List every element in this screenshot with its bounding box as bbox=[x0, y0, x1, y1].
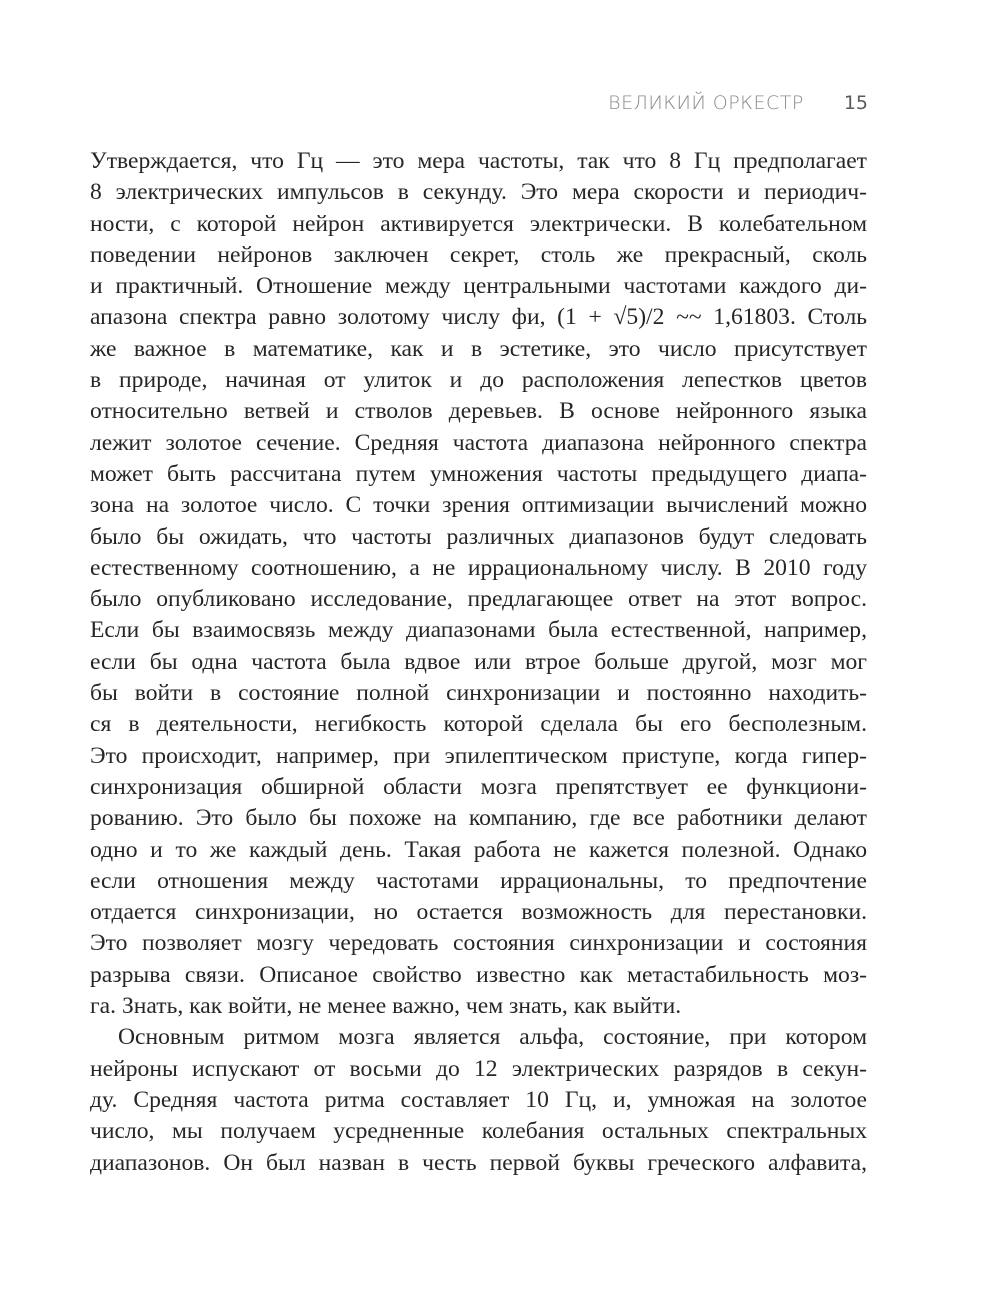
text-line: апазона спектра равно золотому числу фи, (1 + √5)/2 ~~ 1,61803. Столь bbox=[90, 304, 867, 331]
text-line: в природе, начиная от улиток и до расположения лепестков цветов bbox=[90, 367, 867, 394]
text-line: относительно ветвей и стволов деревьев. В основе нейронного языка bbox=[90, 398, 867, 425]
paragraph-2 bbox=[90, 1022, 867, 1178]
text-line: 8 электрических импульсов в секунду. Это мера скорости и периодич- bbox=[90, 179, 867, 206]
text-line: одно и то же каждый день. Такая работа не кажется полезной. Однако bbox=[90, 836, 867, 863]
text-line: ся в деятельности, негибкость которой сделала бы его бесполезным. bbox=[90, 711, 867, 738]
text-line: нейроны испускают от восьми до 12 электрических разрядов в секун- bbox=[90, 1055, 867, 1082]
text-line: может быть рассчитана путем умножения частоты предыдущего диапа- bbox=[90, 460, 867, 487]
text-line: и практичный. Отношение между центральными частотами каждого ди- bbox=[90, 273, 867, 300]
text-line: лежит золотое сечение. Средняя частота диапазона нейронного спектра bbox=[90, 429, 867, 456]
text-line: бы войти в состояние полной синхронизации и постоянно находить- bbox=[90, 680, 867, 707]
text-line: было бы ожидать, что частоты различных диапазонов будут следовать bbox=[90, 523, 867, 550]
text-line: рованию. Это было бы похоже на компанию, где все работники делают bbox=[90, 805, 867, 832]
text-line: га. Знать, как войти, не менее важно, чем знать, как выйти. bbox=[90, 993, 682, 1020]
page-number: 15 bbox=[843, 92, 868, 114]
text-line: Если бы взаимосвязь между диапазонами была естественной, например, bbox=[90, 617, 867, 644]
running-title: ВЕЛИКИЙ ОРКЕСТР bbox=[608, 92, 804, 114]
text-line: разрыва связи. Описаное свойство известно как метастабильность моз- bbox=[90, 961, 867, 988]
text-line: Это позволяет мозгу чередовать состояния синхронизации и состояния bbox=[90, 930, 867, 957]
text-line: естественному соотношению, а не иррациональному числу. В 2010 году bbox=[90, 554, 867, 581]
text-line: было опубликовано исследование, предлагающее ответ на этот вопрос. bbox=[90, 586, 867, 613]
text-line: же важное в математике, как и в эстетике, это число присутствует bbox=[90, 335, 867, 362]
text-line: ности, с которой нейрон активируется электрически. В колебательном bbox=[90, 210, 867, 237]
text-line: поведении нейронов заключен секрет, столь же прекрасный, сколь bbox=[90, 241, 867, 268]
text-line: синхронизация обширной области мозга препятствует ее функциони- bbox=[90, 773, 867, 800]
text-line: диапазонов. Он был назван в честь первой буквы греческого алфавита, bbox=[90, 1149, 867, 1176]
text-line: если бы одна частота была вдвое или втрое больше другой, мозг мог bbox=[90, 648, 867, 675]
running-head bbox=[608, 92, 868, 114]
text-line: Это происходит, например, при эпилептическом приступе, когда гипер- bbox=[90, 742, 867, 769]
paragraph-1 bbox=[90, 146, 867, 1022]
text-line: число, мы получаем усредненные колебания остальных спектральных bbox=[90, 1118, 867, 1145]
text-line: если отношения между частотами иррациональны, то предпочтение bbox=[90, 867, 867, 894]
text-line: Основным ритмом мозга является альфа, состояние, при котором bbox=[118, 1024, 867, 1051]
text-line: зона на золотое число. С точки зрения оптимизации вычислений можно bbox=[90, 492, 867, 519]
body-text bbox=[90, 146, 867, 1179]
text-line: ду. Средняя частота ритма составляет 10 Гц, и, умножая на золотое bbox=[90, 1086, 867, 1113]
text-line: отдается синхронизации, но остается возможность для перестановки. bbox=[90, 899, 867, 926]
text-line: Утверждается, что Гц — это мера частоты, так что 8 Гц предполагает bbox=[90, 148, 867, 174]
